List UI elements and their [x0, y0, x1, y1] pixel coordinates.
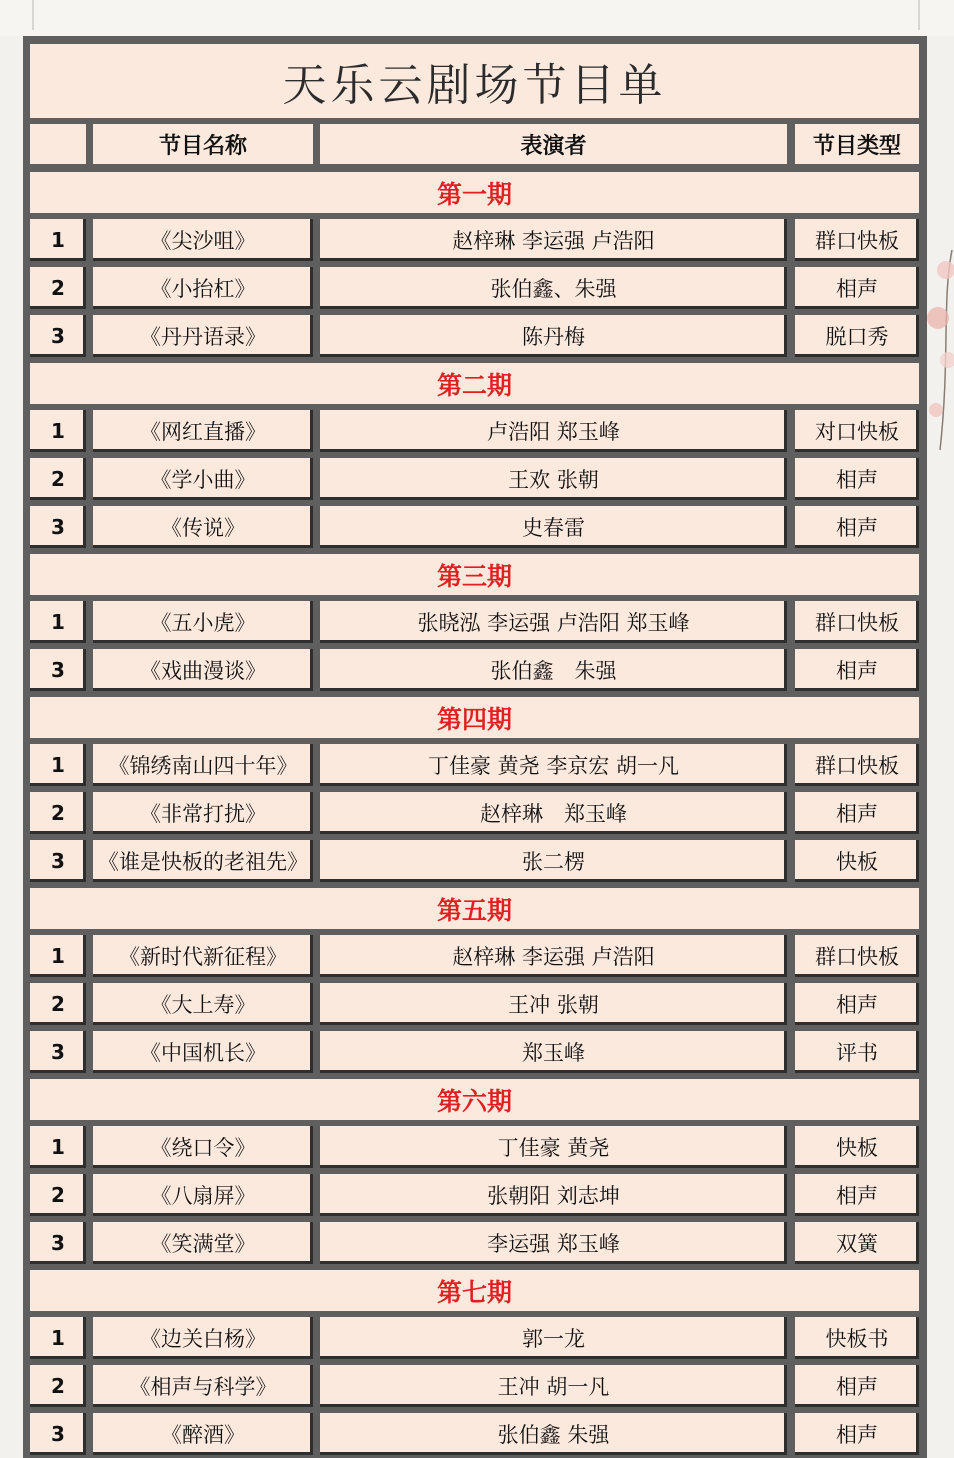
table-row — [30, 458, 919, 500]
table-row — [30, 267, 919, 309]
performers: 张二楞 — [320, 840, 787, 882]
item-number: 3 — [30, 840, 86, 882]
table-row — [30, 1126, 919, 1168]
program-name: 《网红直播》 — [93, 410, 313, 452]
program-name: 《学小曲》 — [93, 458, 313, 500]
program-type: 快板书 — [795, 1317, 919, 1359]
performers: 丁佳豪 黄尧 李京宏 胡一凡 — [320, 744, 787, 786]
program-name: 《五小虎》 — [93, 601, 313, 643]
item-number: 3 — [30, 506, 86, 548]
program-type: 相声 — [795, 1174, 919, 1216]
program-type: 相声 — [795, 458, 919, 500]
program-type: 群口快板 — [795, 219, 919, 261]
program-name: 《戏曲漫谈》 — [93, 649, 313, 691]
program-type: 相声 — [795, 792, 919, 834]
performers: 王冲 胡一凡 — [320, 1365, 787, 1407]
program-type: 相声 — [795, 649, 919, 691]
program-type: 群口快板 — [795, 601, 919, 643]
program-name: 《锦绣南山四十年》 — [93, 744, 313, 786]
table-row — [30, 983, 919, 1025]
table-row — [30, 649, 919, 691]
performers: 陈丹梅 — [320, 315, 787, 357]
program-type: 双簧 — [795, 1222, 919, 1264]
column-header-index — [30, 124, 86, 164]
table-row — [30, 1222, 919, 1264]
item-number: 1 — [30, 1317, 86, 1359]
program-type: 相声 — [795, 1413, 919, 1455]
performers: 王冲 张朝 — [320, 983, 787, 1025]
performers: 卢浩阳 郑玉峰 — [320, 410, 787, 452]
performers: 赵梓琳 李运强 卢浩阳 — [320, 935, 787, 977]
table-row — [30, 1031, 919, 1073]
table-row — [30, 410, 919, 452]
performers: 王欢 张朝 — [320, 458, 787, 500]
table-row — [30, 1413, 919, 1455]
performers: 张伯鑫 朱强 — [320, 1413, 787, 1455]
item-number: 1 — [30, 601, 86, 643]
page-title: 天乐云剧场节目单 — [30, 44, 919, 118]
program-name: 《尖沙咀》 — [93, 219, 313, 261]
program-name: 《绕口令》 — [93, 1126, 313, 1168]
table-row — [30, 935, 919, 977]
item-number: 1 — [30, 1126, 86, 1168]
table-row — [30, 601, 919, 643]
program-type: 评书 — [795, 1031, 919, 1073]
performers: 张伯鑫、朱强 — [320, 267, 787, 309]
program-type: 群口快板 — [795, 744, 919, 786]
item-number: 3 — [30, 315, 86, 357]
item-number: 3 — [30, 649, 86, 691]
item-number: 3 — [30, 1031, 86, 1073]
program-name: 《醉酒》 — [93, 1413, 313, 1455]
performers: 赵梓琳 郑玉峰 — [320, 792, 787, 834]
table-row — [30, 1174, 919, 1216]
performers: 丁佳豪 黄尧 — [320, 1126, 787, 1168]
table-row — [30, 1365, 919, 1407]
item-number: 1 — [30, 410, 86, 452]
period-row — [30, 1270, 919, 1311]
program-name: 《非常打扰》 — [93, 792, 313, 834]
program-type: 快板 — [795, 840, 919, 882]
program-name: 《大上寿》 — [93, 983, 313, 1025]
header-row — [30, 124, 919, 164]
program-name: 《丹丹语录》 — [93, 315, 313, 357]
performers: 张朝阳 刘志坤 — [320, 1174, 787, 1216]
period-label: 第二期 — [30, 363, 919, 404]
program-name: 《传说》 — [93, 506, 313, 548]
period-label: 第七期 — [30, 1270, 919, 1311]
table-row — [30, 219, 919, 261]
program-type: 相声 — [795, 983, 919, 1025]
program-type: 快板 — [795, 1126, 919, 1168]
period-row — [30, 888, 919, 929]
item-number: 2 — [30, 792, 86, 834]
period-label: 第四期 — [30, 697, 919, 738]
period-label: 第三期 — [30, 554, 919, 595]
performers: 郭一龙 — [320, 1317, 787, 1359]
item-number: 2 — [30, 267, 86, 309]
table-row — [30, 792, 919, 834]
column-header-type: 节目类型 — [795, 124, 919, 164]
period-row — [30, 363, 919, 404]
period-label: 第五期 — [30, 888, 919, 929]
item-number: 2 — [30, 983, 86, 1025]
period-label: 第一期 — [30, 172, 919, 213]
program-name: 《边关白杨》 — [93, 1317, 313, 1359]
performers: 赵梓琳 李运强 卢浩阳 — [320, 219, 787, 261]
item-number: 1 — [30, 744, 86, 786]
divider — [32, 0, 34, 30]
program-type: 相声 — [795, 1365, 919, 1407]
program-name: 《谁是快板的老祖先》 — [93, 840, 313, 882]
divider — [918, 0, 920, 30]
program-type: 相声 — [795, 506, 919, 548]
item-number: 2 — [30, 1174, 86, 1216]
program-type: 相声 — [795, 267, 919, 309]
performers: 史春雷 — [320, 506, 787, 548]
period-label: 第六期 — [30, 1079, 919, 1120]
item-number: 2 — [30, 458, 86, 500]
program-name: 《小抬杠》 — [93, 267, 313, 309]
item-number: 1 — [30, 219, 86, 261]
program-type: 群口快板 — [795, 935, 919, 977]
performers: 张伯鑫 朱强 — [320, 649, 787, 691]
program-name: 《八扇屏》 — [93, 1174, 313, 1216]
performers: 郑玉峰 — [320, 1031, 787, 1073]
period-row — [30, 172, 919, 213]
table-row — [30, 1317, 919, 1359]
item-number: 2 — [30, 1365, 86, 1407]
performers: 李运强 郑玉峰 — [320, 1222, 787, 1264]
table-row — [30, 744, 919, 786]
period-row — [30, 554, 919, 595]
program-name: 《笑满堂》 — [93, 1222, 313, 1264]
program-name: 《中国机长》 — [93, 1031, 313, 1073]
program-name: 《新时代新征程》 — [93, 935, 313, 977]
column-header-name: 节目名称 — [93, 124, 313, 164]
performers: 张晓泓 李运强 卢浩阳 郑玉峰 — [320, 601, 787, 643]
period-row — [30, 697, 919, 738]
table-row — [30, 315, 919, 357]
item-number: 3 — [30, 1413, 86, 1455]
column-header-performers: 表演者 — [320, 124, 787, 164]
table-row — [30, 840, 919, 882]
program-type: 对口快板 — [795, 410, 919, 452]
program-name: 《相声与科学》 — [93, 1365, 313, 1407]
table-row — [30, 506, 919, 548]
top-strip — [0, 0, 954, 36]
period-row — [30, 1079, 919, 1120]
item-number: 3 — [30, 1222, 86, 1264]
item-number: 1 — [30, 935, 86, 977]
program-type: 脱口秀 — [795, 315, 919, 357]
